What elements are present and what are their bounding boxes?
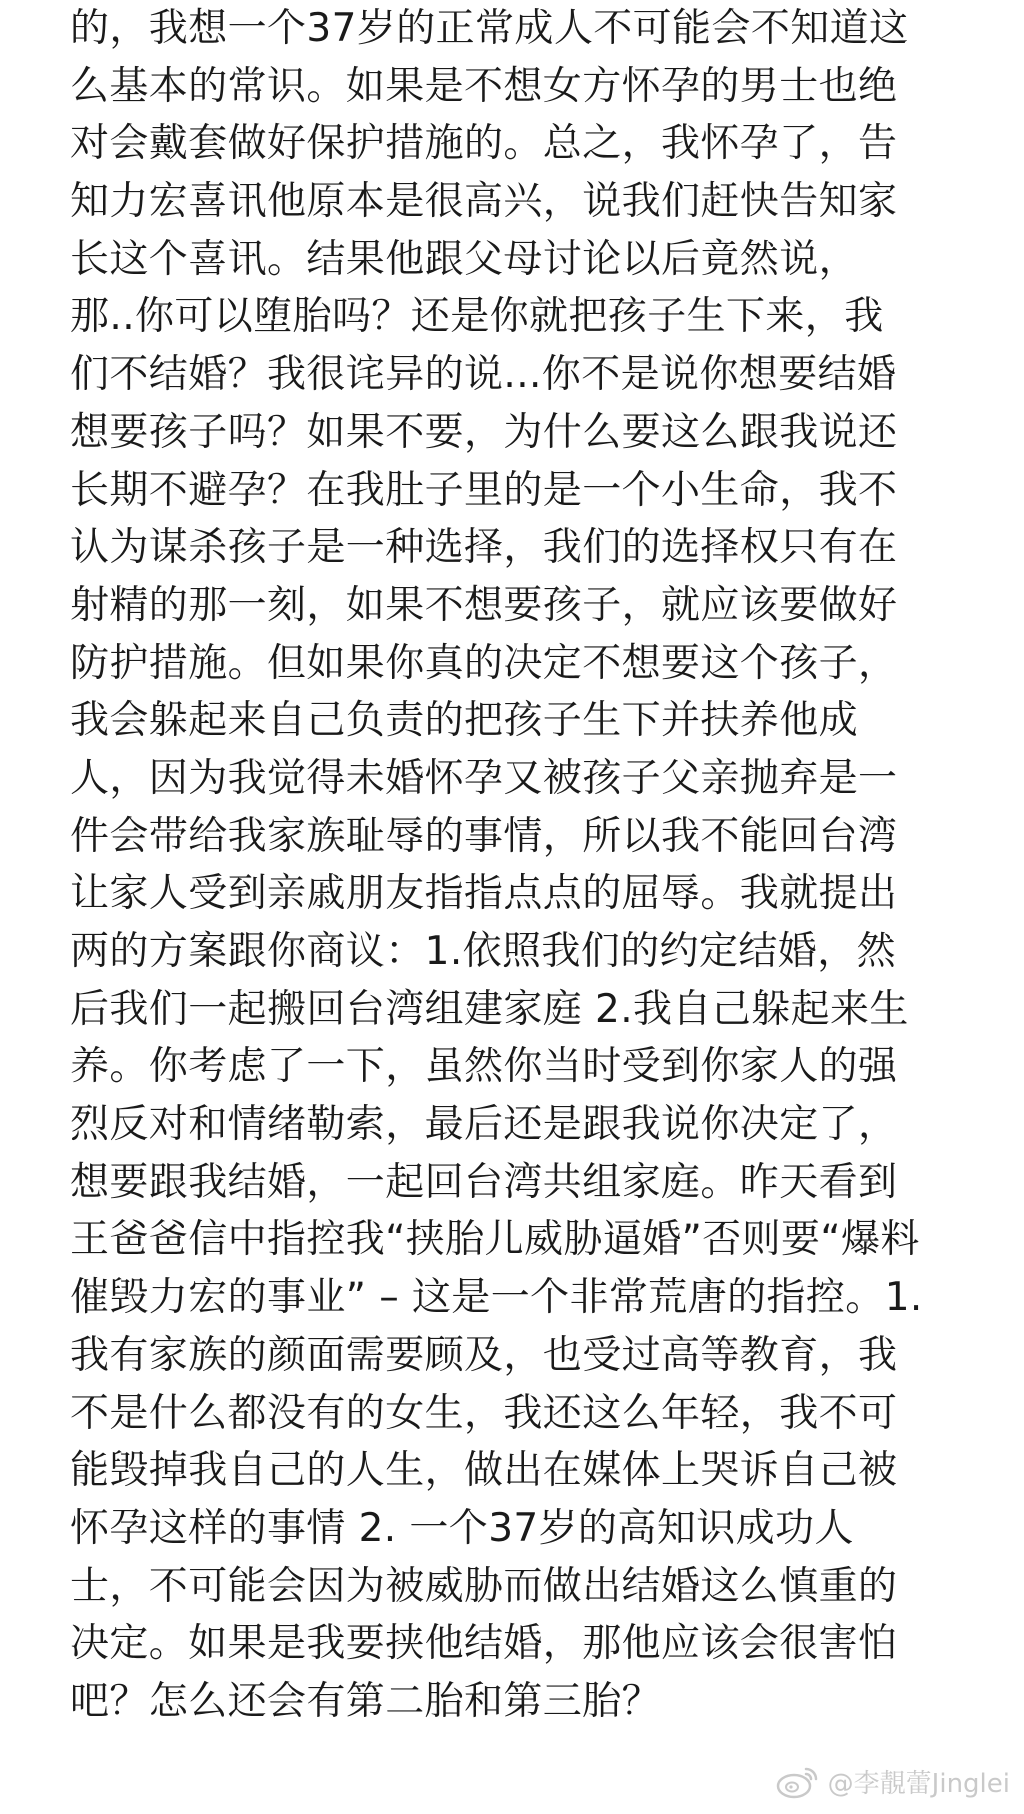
text-line: 吧？怎么还会有第二胎和第三胎？	[70, 1678, 662, 1724]
text-line: 让家人受到亲戚朋友指指点点的屈辱。我就提出	[70, 871, 898, 917]
text-line: 两的方案跟你商议：1.依照我们的约定结婚，然	[70, 929, 897, 974]
text-line: 催毁力宏的事业” – 这是一个非常荒唐的指控。1.	[70, 1275, 923, 1321]
text-line: 对会戴套做好保护措施的。总之，我怀孕了，告	[70, 121, 898, 167]
text-line: 我有家族的颜面需要顾及，也受过高等教育，我	[70, 1332, 898, 1378]
watermark	[776, 1763, 1010, 1800]
text-line: 人，因为我觉得未婚怀孕又被孩子父亲抛弃是一	[70, 755, 898, 801]
weibo-logo-icon	[776, 1765, 820, 1799]
document-body	[70, 0, 970, 1731]
text-line: 认为谋杀孩子是一种选择，我们的选择权只有在	[70, 525, 898, 571]
text-line: 士，不可能会因为被威胁而做出结婚这么慎重的	[70, 1563, 898, 1609]
text-line: 想要跟我结婚，一起回台湾共组家庭。昨天看到	[70, 1159, 898, 1205]
text-line: 想要孩子吗？如果不要，为什么要这么跟我说还	[70, 409, 898, 455]
text-line: 养。你考虑了一下，虽然你当时受到你家人的强	[70, 1044, 898, 1090]
watermark-text: @李靚蕾Jinglei	[827, 1769, 1010, 1799]
text-line: 知力宏喜讯他原本是很高兴，说我们赶快告知家	[70, 179, 898, 225]
text-line: 王爸爸信中指控我“挟胎儿威胁逼婚”否则要“爆料	[70, 1217, 920, 1263]
text-line: 后我们一起搬回台湾组建家庭 2.我自己躲起来生	[70, 986, 909, 1032]
text-line: 决定。如果是我要挟他结婚，那他应该会很害怕	[70, 1621, 898, 1667]
text-line: 我会躲起来自己负责的把孩子生下并扶养他成	[70, 698, 859, 744]
text-line: 件会带给我家族耻辱的事情，所以我不能回台湾	[70, 813, 898, 859]
text-line: 不是什么都没有的女生，我还这么年轻，我不可	[70, 1390, 898, 1436]
text-line: 烈反对和情绪勒索，最后还是跟我说你决定了，	[70, 1102, 898, 1148]
text-line: 么基本的常识。如果是不想女方怀孕的男士也绝	[70, 63, 898, 109]
text-line: 防护措施。但如果你真的决定不想要这个孩子，	[70, 640, 898, 686]
text-line: 的，我想一个37岁的正常成人不可能会不知道这	[70, 6, 909, 51]
text-line: 长期不避孕？在我肚子里的是一个小生命，我不	[70, 467, 898, 513]
text-line: 怀孕这样的事情 2. 一个37岁的高知识成功人	[70, 1505, 854, 1551]
text-line: 射精的那一刻，如果不想要孩子，就应该要做好	[70, 582, 898, 628]
text-line: 能毁掉我自己的人生，做出在媒体上哭诉自己被	[70, 1448, 898, 1494]
text-line: 那..你可以堕胎吗？还是你就把孩子生下来，我	[70, 294, 884, 340]
text-line: 们不结婚？我很诧异的说...你不是说你想要结婚	[70, 352, 897, 398]
text-line: 长这个喜讯。结果他跟父母讨论以后竟然说，	[70, 236, 859, 282]
